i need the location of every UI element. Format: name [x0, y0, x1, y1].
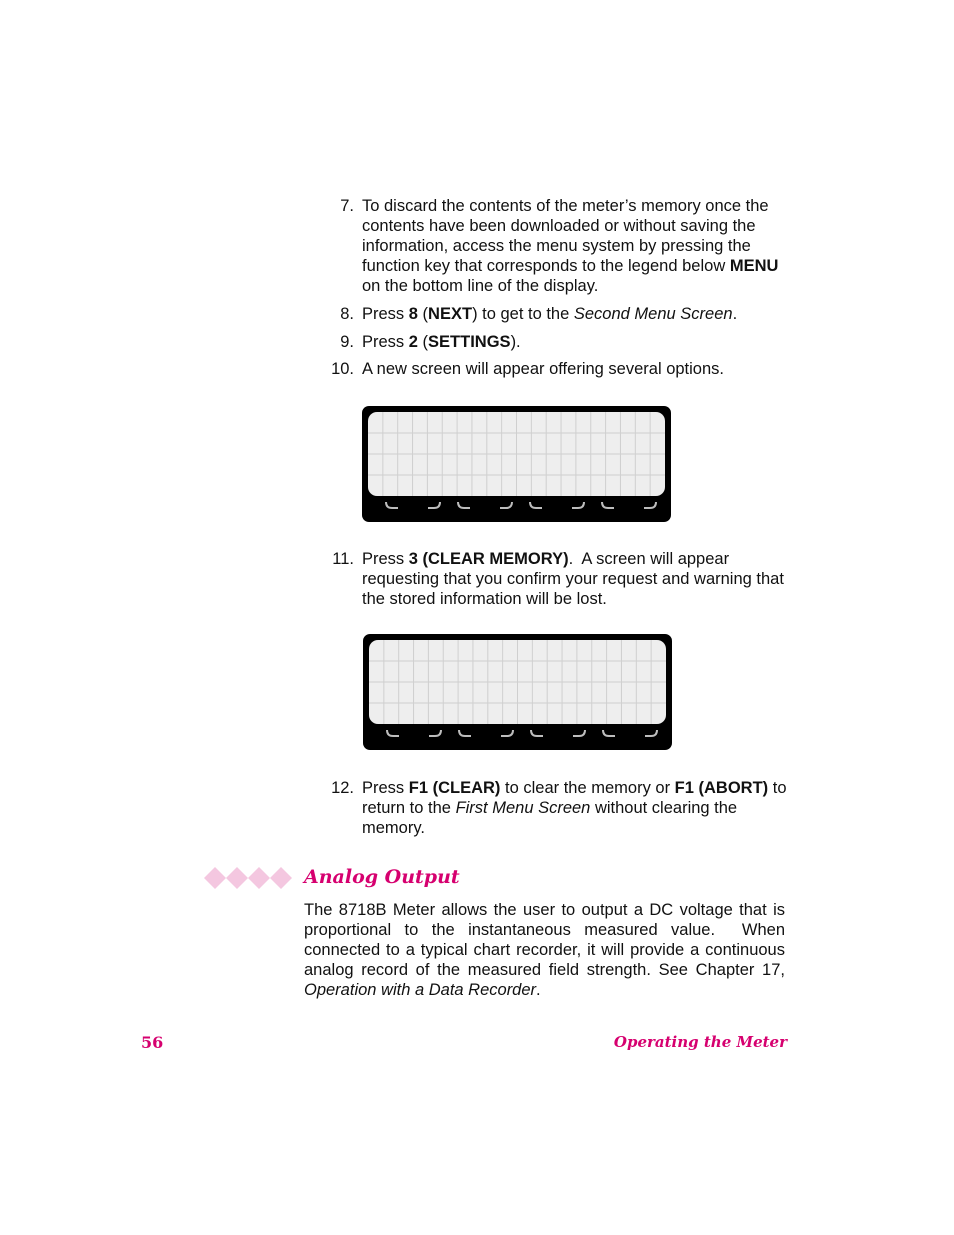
step-text — [362, 549, 794, 609]
step-number: 11. — [332, 550, 354, 568]
lcd-pixel-grid — [368, 412, 665, 496]
text-run: . — [536, 981, 541, 999]
function-key-bracket-icon — [501, 730, 513, 736]
function-key-bracket-icon — [531, 730, 543, 736]
lcd-display-confirm — [363, 634, 672, 750]
text-run: without clearing the memory. — [362, 799, 742, 837]
function-key-bracket-icon — [572, 502, 584, 508]
function-key-row — [362, 496, 671, 522]
function-key-bracket-icon — [458, 502, 470, 508]
lcd-pixel-grid — [369, 640, 666, 724]
function-key-bracket-icon — [573, 730, 585, 736]
text-run: A new screen will appear offering several options. — [362, 360, 724, 378]
text-run: Press — [362, 305, 409, 323]
text-run: ). — [510, 333, 521, 351]
function-key-bracket-icon — [459, 730, 471, 736]
bold-run: NEXT — [428, 305, 473, 323]
step-text — [362, 332, 794, 352]
function-key-bracket-icon — [386, 502, 398, 508]
lcd-screen — [369, 640, 666, 724]
step-text — [362, 196, 794, 296]
italic-run: Second Menu Screen — [573, 305, 733, 323]
bold-run: MENU — [729, 257, 779, 275]
step-number: 9. — [340, 333, 354, 351]
section-title: Analog Output — [304, 866, 460, 888]
text-run: ) to get to the — [472, 305, 574, 323]
text-run: The 8718B Meter allows the user to output a DC voltage that is proportional to the instantaneous measured value. When connected to a typical chart recorder, it will provide a continuous analog record of the measured field strength. See Chapter 17, — [304, 901, 790, 979]
function-key-bracket-icon — [387, 730, 399, 736]
lcd-display-settings — [362, 406, 671, 522]
step-text — [362, 359, 794, 379]
function-key-bracket-icon — [500, 502, 512, 508]
text-run: to return to the — [362, 779, 792, 817]
step-number: 7. — [340, 197, 354, 215]
function-key-bracket-icon — [602, 502, 614, 508]
function-key-row — [363, 724, 672, 750]
text-run: on the bottom line of the display. — [362, 257, 784, 295]
function-key-bracket-icon — [603, 730, 615, 736]
text-run: Press — [362, 779, 409, 797]
text-run: ( — [417, 333, 429, 351]
text-run: To discard the contents of the meter’s memory once the contents have been downloaded or without saving the information, access the menu system by pressing the function key that corresponds to the legend below — [362, 197, 774, 275]
page-number: 56 — [141, 1033, 164, 1052]
bold-run: F1 (CLEAR) — [408, 779, 501, 797]
function-key-bracket-icon — [645, 730, 657, 736]
step-number: 10. — [331, 360, 354, 378]
section-body — [304, 900, 790, 1000]
bold-run: F1 (ABORT) — [674, 779, 769, 797]
text-run: Press — [362, 333, 409, 351]
diamond-bullets-icon — [204, 867, 296, 891]
step-text — [362, 778, 794, 838]
function-key-marks — [363, 724, 672, 750]
step-number: 8. — [340, 305, 354, 323]
function-key-marks — [362, 496, 671, 522]
bold-run: SETTINGS — [428, 333, 511, 351]
function-key-bracket-icon — [429, 730, 441, 736]
text-run: ( — [417, 305, 429, 323]
italic-run: First Menu Screen — [455, 799, 591, 817]
bold-run: 8 — [408, 305, 418, 323]
bold-run: 2 — [408, 333, 418, 351]
function-key-bracket-icon — [644, 502, 656, 508]
text-run: . — [732, 305, 738, 323]
function-key-bracket-icon — [530, 502, 542, 508]
text-run: to clear the memory or — [500, 779, 675, 797]
italic-run: Operation with a Data Recorder — [304, 981, 537, 999]
footer-chapter-title: Operating the Meter — [613, 1033, 787, 1051]
text-run: Press — [362, 550, 409, 568]
function-key-bracket-icon — [428, 502, 440, 508]
step-text — [362, 304, 794, 324]
step-number: 12. — [331, 779, 354, 797]
text-run: . A screen will appear requesting that you confirm your request and warning that the stored information will be lost. — [362, 550, 789, 608]
bold-run: 3 (CLEAR MEMORY) — [408, 550, 569, 568]
lcd-screen — [368, 412, 665, 496]
